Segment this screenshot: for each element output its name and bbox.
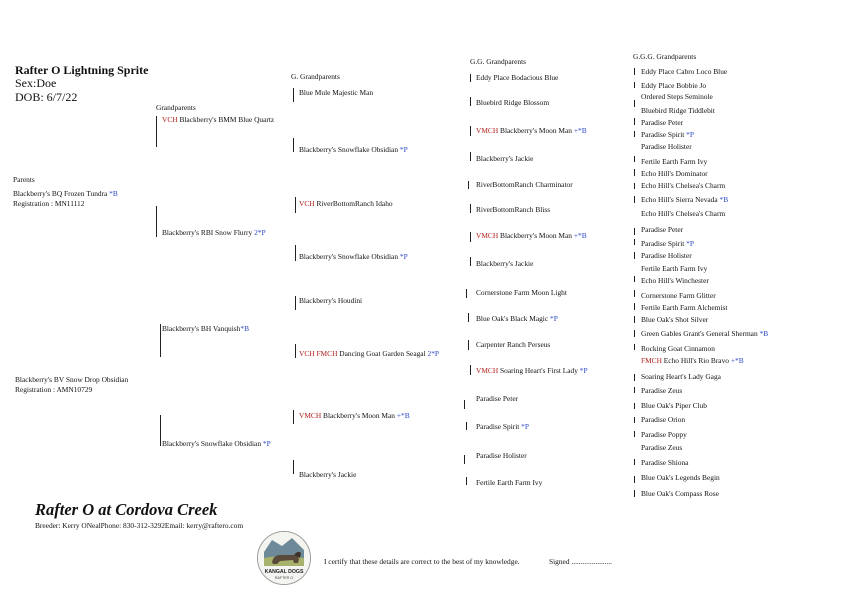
ggg-grandparents-entry <box>641 118 683 127</box>
connector-line <box>634 118 635 125</box>
ggg-grandparents-entry <box>641 489 719 498</box>
ggg-grandparents-entry <box>641 181 725 190</box>
title-prefix: VMCH <box>476 126 501 135</box>
connector-line <box>634 68 635 75</box>
title-prefix: VMCH <box>299 411 324 420</box>
connector-line <box>634 417 635 423</box>
connector-line <box>634 431 635 437</box>
connector-line <box>634 316 635 323</box>
connector-line <box>634 290 635 297</box>
dog-name: Rafter O Lightning Sprite <box>15 63 149 77</box>
animal-name: Blue Oak's Black Magic <box>476 314 549 323</box>
parent-name: Blackberry's BQ Frozen Tundra <box>13 189 108 198</box>
connector-line <box>464 400 465 409</box>
award-suffix: *P <box>519 422 529 431</box>
g-grandparents-entry <box>299 349 439 358</box>
parent-suffix: *B <box>107 189 118 198</box>
parent-sire <box>13 189 118 198</box>
signature-line: Signed ...................... <box>549 557 613 566</box>
ggg-grandparents-entry <box>641 329 768 338</box>
connector-line <box>634 476 635 483</box>
animal-name: Echo Hill's Chelsea's Charm <box>641 181 726 190</box>
award-suffix: 2*P <box>252 228 266 237</box>
connector-line <box>634 330 635 337</box>
award-suffix: *B <box>757 329 769 338</box>
gg-grandparents-entry <box>476 366 588 375</box>
animal-name: RiverBottomRanch Idaho <box>316 199 393 208</box>
animal-name: Cornerstone Farm Moon Light <box>476 288 567 297</box>
connector-line <box>295 245 296 261</box>
grandparents-entry <box>162 324 249 333</box>
g-grandparents-entry <box>299 411 410 420</box>
grandparents-entry <box>162 439 271 448</box>
ggg-grandparents-entry <box>641 356 744 365</box>
animal-name: Blackberry's Snowflake Obsidian <box>299 252 399 261</box>
grandparents-entry <box>162 115 274 124</box>
connector-line <box>468 340 469 350</box>
logo-text-rafter: RAFTER O <box>274 576 294 580</box>
animal-name: Blackberry's Jackie <box>476 154 534 163</box>
ggg-grandparents-entry <box>641 303 727 312</box>
animal-name: Fertile Earth Farm Ivy <box>476 478 543 487</box>
animal-name: Blackberry's Jackie <box>299 470 357 479</box>
header-gg-grandparents: G.G. Grandparents <box>470 57 527 66</box>
connector-line <box>634 156 635 162</box>
animal-name: Carpenter Ranch Perseus <box>476 340 551 349</box>
connector-line <box>468 313 469 322</box>
connector-line <box>470 126 471 136</box>
award-suffix: *P <box>577 366 588 375</box>
gg-grandparents-entry <box>476 154 533 163</box>
ggg-grandparents-entry <box>641 264 707 273</box>
parent-dam-registration: Registration : AMN10729 <box>15 385 93 394</box>
animal-name: Blackberry's Jackie <box>476 259 534 268</box>
ggg-grandparents-entry <box>641 386 682 395</box>
connector-line <box>466 422 467 430</box>
award-suffix: +*B <box>728 356 744 365</box>
gg-grandparents-entry <box>476 73 558 82</box>
connector-line <box>634 387 635 393</box>
award-suffix: 2*P <box>425 349 440 358</box>
gg-grandparents-entry <box>476 288 567 297</box>
g-grandparents-entry <box>299 145 408 154</box>
animal-name: Eddy Place Cabro Loco Blue <box>641 67 728 76</box>
animal-name: Blackberry's RBI Snow Flurry <box>162 228 253 237</box>
connector-line <box>634 100 635 107</box>
connector-line <box>634 196 635 203</box>
animal-name: Soaring Heart's Lady Gaga <box>641 372 721 381</box>
animal-name: Paradise Spirit <box>476 422 520 431</box>
connector-line <box>634 228 635 235</box>
logo-text-kangal: KANGAL DOGS <box>264 569 304 575</box>
animal-name: Fertile Earth Farm Alchemist <box>641 303 728 312</box>
connector-line <box>295 296 296 310</box>
animal-name: Paradise Peter <box>641 225 684 234</box>
animal-name: Blackberry's Moon Man <box>323 411 395 420</box>
animal-name: Blue Oak's Legends Begin <box>641 473 720 482</box>
connector-line <box>470 97 471 106</box>
connector-line <box>293 410 294 424</box>
animal-name: Echo Hill's Dominator <box>641 169 708 178</box>
certification-statement: I certify that these details are correct to the best of my knowledge. <box>324 557 520 566</box>
ggg-grandparents-entry <box>641 225 683 234</box>
animal-name: Blue Oak's Piper Club <box>641 401 707 410</box>
animal-name: Paradise Holister <box>641 251 692 260</box>
connector-line <box>634 183 635 189</box>
connector-line <box>470 152 471 161</box>
connector-line <box>470 257 471 266</box>
gg-grandparents-entry <box>476 478 542 487</box>
gg-grandparents-entry <box>476 394 518 403</box>
header-grandparents: Grandparents <box>156 103 196 112</box>
animal-name: Paradise Orion <box>641 415 686 424</box>
ggg-grandparents-entry <box>641 443 682 452</box>
animal-name: Bluebird Ridge Blossom <box>476 98 550 107</box>
ggg-grandparents-entry <box>641 106 715 115</box>
ggg-grandparents-entry <box>641 92 713 101</box>
animal-name: Eddy Place Bodacious Blue <box>476 73 559 82</box>
connector-line <box>466 477 467 485</box>
ggg-grandparents-entry <box>641 458 688 467</box>
animal-name: Paradise Peter <box>476 394 519 403</box>
title-prefix: VMCH <box>476 231 501 240</box>
ggg-grandparents-entry <box>641 157 707 166</box>
connector-line <box>160 415 161 446</box>
ggg-grandparents-entry <box>641 315 708 324</box>
ggg-grandparents-entry <box>641 81 706 90</box>
animal-name: Blue Oak's Shot Silver <box>641 315 709 324</box>
animal-name: Dancing Goat Garden Seagal <box>339 349 426 358</box>
title-prefix: VCH <box>299 199 317 208</box>
breeder-contact: Breeder: Kerry ONealPhone: 830-312-3292Email: kerry@raftero.com <box>35 521 244 530</box>
award-suffix: *B <box>240 324 250 333</box>
ggg-grandparents-entry <box>641 276 709 285</box>
animal-name: Echo Hill's Chelsea's Charm <box>641 209 726 218</box>
animal-name: RiverBottomRanch Bliss <box>476 205 551 214</box>
animal-name: Paradise Peter <box>641 118 684 127</box>
ggg-grandparents-entry <box>641 169 708 178</box>
award-suffix: *P <box>684 130 694 139</box>
award-suffix: *P <box>548 314 558 323</box>
animal-name: Paradise Holister <box>641 142 692 151</box>
connector-line <box>466 289 467 298</box>
award-suffix: *B <box>717 195 729 204</box>
animal-name: Blackberry's Moon Man <box>500 231 572 240</box>
g-grandparents-entry <box>299 470 356 479</box>
animal-name: Ordered Steps Seminole <box>641 92 713 101</box>
ggg-grandparents-entry <box>641 401 707 410</box>
animal-name: Paradise Shiona <box>641 458 689 467</box>
gg-grandparents-entry <box>476 314 558 323</box>
connector-line <box>470 232 471 242</box>
connector-line <box>160 324 161 357</box>
header-parents: Parents <box>13 175 35 184</box>
parent-dam <box>15 375 128 384</box>
award-suffix: +*B <box>394 411 410 420</box>
parent-sire-registration: Registration : MN11112 <box>13 199 85 208</box>
gg-grandparents-entry <box>476 231 587 240</box>
g-grandparents-entry <box>299 296 362 305</box>
connector-line <box>634 131 635 137</box>
connector-line <box>634 239 635 245</box>
animal-name: Paradise Zeus <box>641 443 683 452</box>
connector-line <box>634 303 635 310</box>
animal-name: Paradise Spirit <box>641 130 685 139</box>
connector-line <box>293 88 294 102</box>
animal-name: Paradise Holister <box>476 451 527 460</box>
ggg-grandparents-entry <box>641 195 728 204</box>
connector-line <box>634 82 635 88</box>
animal-name: Blue Mule Majestic Man <box>299 88 374 97</box>
header-g-grandparents: G. Grandparents <box>291 72 340 81</box>
gg-grandparents-entry <box>476 180 573 189</box>
animal-name: Blue Oak's Compass Rose <box>641 489 719 498</box>
connector-line <box>634 169 635 176</box>
gg-grandparents-entry <box>476 451 527 460</box>
connector-line <box>634 344 635 350</box>
ggg-grandparents-entry <box>641 142 692 151</box>
connector-line <box>295 344 296 358</box>
animal-name: RiverBottomRanch Charminator <box>476 180 573 189</box>
connector-line <box>293 138 294 152</box>
gg-grandparents-entry <box>476 422 529 431</box>
connector-line <box>464 455 465 464</box>
connector-line <box>634 459 635 465</box>
animal-name: Paradise Spirit <box>641 239 685 248</box>
award-suffix: *P <box>684 239 694 248</box>
connector-line <box>156 206 157 237</box>
ggg-grandparents-entry <box>641 130 694 139</box>
ggg-grandparents-entry <box>641 209 725 218</box>
connector-line <box>293 460 294 474</box>
gg-grandparents-entry <box>476 205 550 214</box>
animal-name: Echo Hill's Rio Bravo <box>663 356 729 365</box>
connector-line <box>634 403 635 409</box>
award-suffix: *P <box>261 439 271 448</box>
connector-line <box>470 204 471 213</box>
animal-name: Green Gables Grant's General Sherman <box>641 329 758 338</box>
kennel-name: Rafter O at Cordova Creek <box>35 500 218 519</box>
connector-line <box>634 252 635 259</box>
g-grandparents-entry <box>299 199 393 208</box>
gg-grandparents-entry <box>476 98 549 107</box>
animal-name: Blackberry's Houdini <box>299 296 363 305</box>
animal-name: Paradise Poppy <box>641 430 687 439</box>
ggg-grandparents-entry <box>641 67 727 76</box>
dog-dob: DOB: 6/7/22 <box>15 90 78 104</box>
header-ggg-grandparents: G.G.G. Grandparents <box>633 52 697 61</box>
animal-name: Blackberry's Snowflake Obsidian <box>162 439 262 448</box>
connector-line <box>634 490 635 497</box>
parent-name: Blackberry's BV Snow Drop Obsidian <box>15 375 129 384</box>
kennel-logo <box>257 531 311 585</box>
award-suffix: +*B <box>571 231 587 240</box>
animal-name: Bluebird Ridge Tiddlebit <box>641 106 715 115</box>
ggg-grandparents-entry <box>641 251 692 260</box>
ggg-grandparents-entry <box>641 239 694 248</box>
animal-name: Echo Hill's Winchester <box>641 276 709 285</box>
ggg-grandparents-entry <box>641 415 685 424</box>
title-prefix: VCH <box>162 115 180 124</box>
gg-grandparents-entry <box>476 340 550 349</box>
animal-name: Blackberry's BH Vanquish <box>162 324 241 333</box>
animal-name: Blackberry's Moon Man <box>500 126 572 135</box>
g-grandparents-entry <box>299 88 373 97</box>
title-prefix: VCH FMCH <box>299 349 340 358</box>
title-prefix: VMCH <box>476 366 501 375</box>
g-grandparents-entry <box>299 252 408 261</box>
title-prefix: FMCH <box>641 356 664 365</box>
connector-line <box>634 374 635 381</box>
animal-name: Paradise Zeus <box>641 386 683 395</box>
award-suffix: *P <box>398 145 408 154</box>
kangal-dog-logo-icon <box>258 532 310 584</box>
ggg-grandparents-entry <box>641 473 720 482</box>
animal-name: Rocking Goat Cinnamon <box>641 344 715 353</box>
ggg-grandparents-entry <box>641 372 721 381</box>
ggg-grandparents-entry <box>641 344 715 353</box>
animal-name: Echo Hill's Sierra Nevada <box>641 195 718 204</box>
connector-line <box>470 365 471 375</box>
animal-name: Blackberry's Snowflake Obsidian <box>299 145 399 154</box>
animal-name: Blackberry's BMM Blue Quartz <box>179 115 275 124</box>
animal-name: Cornerstone Farm Glitter <box>641 291 716 300</box>
connector-line <box>295 197 296 213</box>
animal-name: Fertile Earth Farm Ivy <box>641 264 708 273</box>
gg-grandparents-entry <box>476 126 587 135</box>
award-suffix: +*B <box>571 126 587 135</box>
ggg-grandparents-entry <box>641 291 716 300</box>
dog-sex: Sex:Doe <box>15 76 57 90</box>
connector-line <box>634 276 635 282</box>
animal-name: Fertile Earth Farm Ivy <box>641 157 708 166</box>
grandparents-entry <box>162 228 266 237</box>
ggg-grandparents-entry <box>641 430 687 439</box>
connector-line <box>470 74 471 82</box>
animal-name: Eddy Place Bobbie Jo <box>641 81 707 90</box>
animal-name: Soaring Heart's First Lady <box>500 366 578 375</box>
gg-grandparents-entry <box>476 259 533 268</box>
connector-line <box>468 181 469 189</box>
award-suffix: *P <box>398 252 408 261</box>
connector-line <box>156 116 157 147</box>
